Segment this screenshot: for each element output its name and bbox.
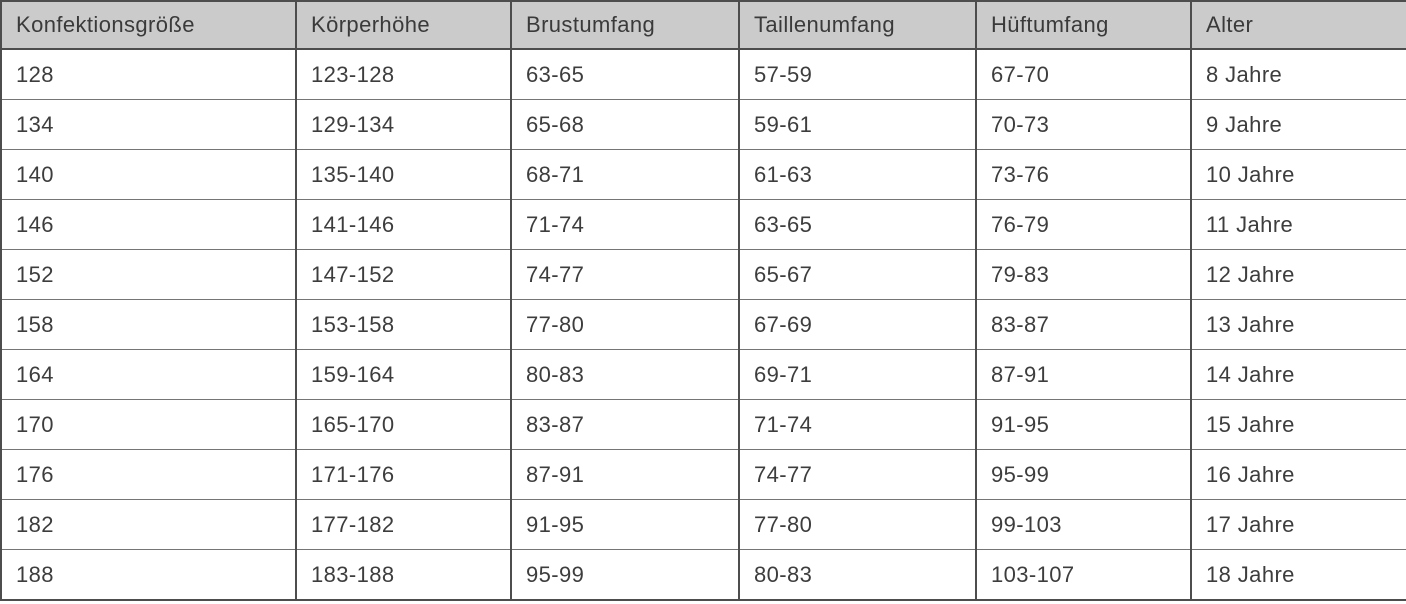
table-cell: 63-65 (739, 200, 976, 250)
table-cell: 128 (1, 49, 296, 100)
table-cell: 57-59 (739, 49, 976, 100)
table-cell: 170 (1, 400, 296, 450)
table-cell: 91-95 (976, 400, 1191, 450)
table-cell: 164 (1, 350, 296, 400)
table-cell: 83-87 (976, 300, 1191, 350)
table-cell: 76-79 (976, 200, 1191, 250)
table-cell: 87-91 (511, 450, 739, 500)
table-cell: 80-83 (511, 350, 739, 400)
table-cell: 147-152 (296, 250, 511, 300)
table-row (1, 200, 1406, 250)
table-cell: 135-140 (296, 150, 511, 200)
table-cell: 61-63 (739, 150, 976, 200)
table-cell: 79-83 (976, 250, 1191, 300)
table-cell: 18 Jahre (1191, 550, 1406, 601)
table-row (1, 400, 1406, 450)
column-header-brustumfang: Brustumfang (511, 1, 739, 49)
table-row (1, 450, 1406, 500)
table-cell: 15 Jahre (1191, 400, 1406, 450)
table-row (1, 550, 1406, 601)
table-cell: 9 Jahre (1191, 100, 1406, 150)
table-cell: 182 (1, 500, 296, 550)
table-cell: 68-71 (511, 150, 739, 200)
table-cell: 59-61 (739, 100, 976, 150)
table-row (1, 100, 1406, 150)
table-cell: 153-158 (296, 300, 511, 350)
table-cell: 69-71 (739, 350, 976, 400)
table-cell: 65-68 (511, 100, 739, 150)
table-row (1, 250, 1406, 300)
column-header-koerperhoehe: Körperhöhe (296, 1, 511, 49)
table-cell: 10 Jahre (1191, 150, 1406, 200)
table-row (1, 500, 1406, 550)
table-cell: 177-182 (296, 500, 511, 550)
column-header-taillenumfang: Taillenumfang (739, 1, 976, 49)
table-cell: 141-146 (296, 200, 511, 250)
table-cell: 165-170 (296, 400, 511, 450)
table-cell: 63-65 (511, 49, 739, 100)
table-row (1, 300, 1406, 350)
table-cell: 74-77 (739, 450, 976, 500)
table-cell: 188 (1, 550, 296, 601)
table-cell: 103-107 (976, 550, 1191, 601)
table-cell: 77-80 (739, 500, 976, 550)
table-body (1, 49, 1406, 600)
table-row (1, 350, 1406, 400)
table-cell: 99-103 (976, 500, 1191, 550)
table-cell: 71-74 (511, 200, 739, 250)
table-cell: 159-164 (296, 350, 511, 400)
table-cell: 176 (1, 450, 296, 500)
table-header-row (1, 1, 1406, 49)
table-cell: 8 Jahre (1191, 49, 1406, 100)
column-header-hueftumfang: Hüftumfang (976, 1, 1191, 49)
table-cell: 67-70 (976, 49, 1191, 100)
table-cell: 74-77 (511, 250, 739, 300)
table-cell: 146 (1, 200, 296, 250)
table-cell: 77-80 (511, 300, 739, 350)
table-cell: 80-83 (739, 550, 976, 601)
table-cell: 87-91 (976, 350, 1191, 400)
table-cell: 95-99 (976, 450, 1191, 500)
table-cell: 71-74 (739, 400, 976, 450)
table-cell: 158 (1, 300, 296, 350)
column-header-alter: Alter (1191, 1, 1406, 49)
table-cell: 183-188 (296, 550, 511, 601)
table-row (1, 49, 1406, 100)
table-cell: 17 Jahre (1191, 500, 1406, 550)
table-cell: 129-134 (296, 100, 511, 150)
column-header-konfektionsgroesse: Konfektionsgröße (1, 1, 296, 49)
table-cell: 67-69 (739, 300, 976, 350)
table-cell: 12 Jahre (1191, 250, 1406, 300)
table-cell: 140 (1, 150, 296, 200)
table-cell: 83-87 (511, 400, 739, 450)
table-cell: 73-76 (976, 150, 1191, 200)
table-cell: 171-176 (296, 450, 511, 500)
table-cell: 16 Jahre (1191, 450, 1406, 500)
table-cell: 95-99 (511, 550, 739, 601)
table-cell: 13 Jahre (1191, 300, 1406, 350)
table-cell: 11 Jahre (1191, 200, 1406, 250)
table-cell: 65-67 (739, 250, 976, 300)
table-cell: 70-73 (976, 100, 1191, 150)
table-cell: 123-128 (296, 49, 511, 100)
table-cell: 14 Jahre (1191, 350, 1406, 400)
table-row (1, 150, 1406, 200)
table-cell: 91-95 (511, 500, 739, 550)
table-cell: 134 (1, 100, 296, 150)
table-cell: 152 (1, 250, 296, 300)
